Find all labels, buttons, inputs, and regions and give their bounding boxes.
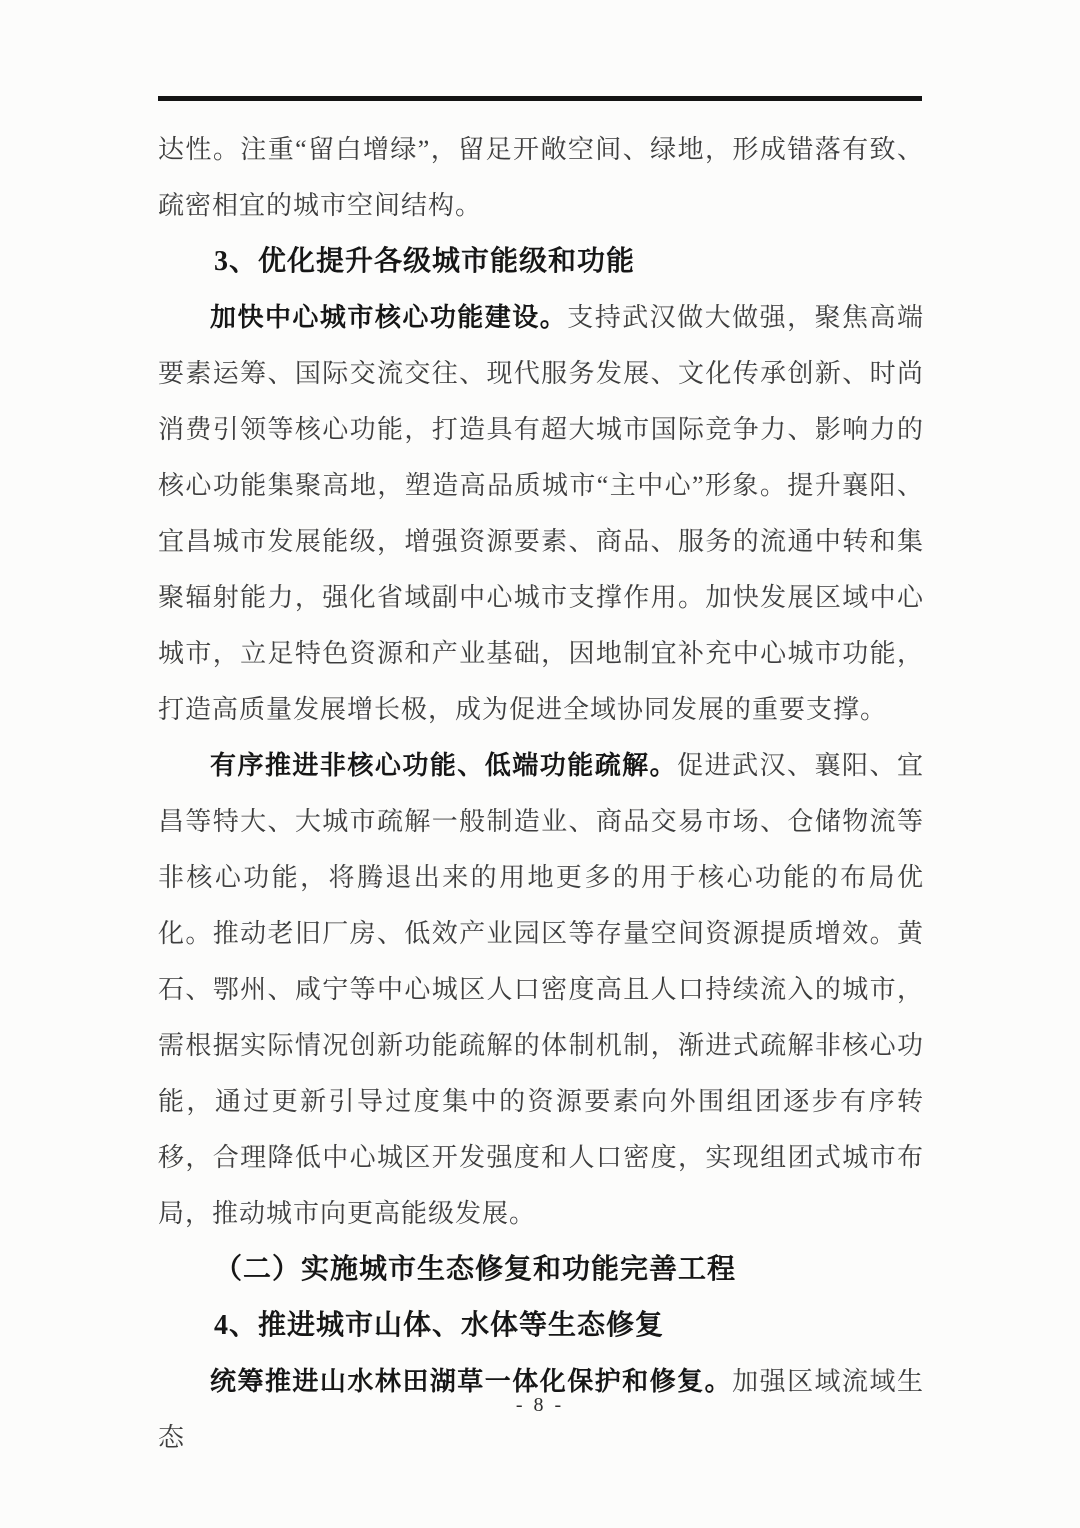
paragraph-lead: 有序推进非核心功能、低端功能疏解。 [210,751,678,780]
paragraph-lead: 统筹推进山水林田湖草一体化保护和修复。 [210,1367,733,1396]
paragraph-text: 加强区域流域生态 [158,1367,924,1452]
numbered-heading-3: 3、优化提升各级城市能级和功能 [214,246,636,277]
paragraph-lead: 加快中心城市核心功能建设。 [210,303,568,332]
paragraph [158,738,924,1242]
numbered-heading-4: 4、推进城市山体、水体等生态修复 [214,1310,665,1341]
header-rule [158,96,922,101]
paragraph-text: 支持武汉做大做强，聚焦高端要素运筹、国际交流交往、现代服务发展、文化传承创新、时尚消费引领等核心功能，打造具有超大城市国际竞争力、影响力的核心功能集聚高地，塑造高品质城市“主中心”形象。提升襄阳、宜昌城市发展能级，增强资源要素、商品、服务的流通中转和集聚辐射能力，强化省域副中心城市支撑作用。加快发展区域中心城市，立足特色资源和产业基础，因地制宜补充中心城市功能，打造高质量发展增长极，成为促进全域协同发展的重要支撑。 [158,303,924,724]
paragraph-continuation: 达性。注重“留白增绿”，留足开敞空间、绿地，形成错落有致、疏密相宜的城市空间结构。 [158,135,924,220]
paragraph [158,290,924,738]
section-heading-2: （二）实施城市生态修复和功能完善工程 [214,1254,737,1285]
document-content [158,122,924,1466]
paragraph-text: 促进武汉、襄阳、宜昌等特大、大城市疏解一般制造业、商品交易市场、仓储物流等非核心功能，将腾退出来的用地更多的用于核心功能的布局优化。推动老旧厂房、低效产业园区等存量空间资源提质增效。黄石、鄂州、咸宁等中心城区人口密度高且人口持续流入的城市，需根据实际情况创新功能疏解的体制机制，渐进式疏解非核心功能，通过更新引导过度集中的资源要素向外围组团逐步有序转移，合理降低中心城区开发强度和人口密度，实现组团式城市布局，推动城市向更高能级发展。 [158,751,924,1228]
page-number: - 8 - [515,1394,565,1416]
